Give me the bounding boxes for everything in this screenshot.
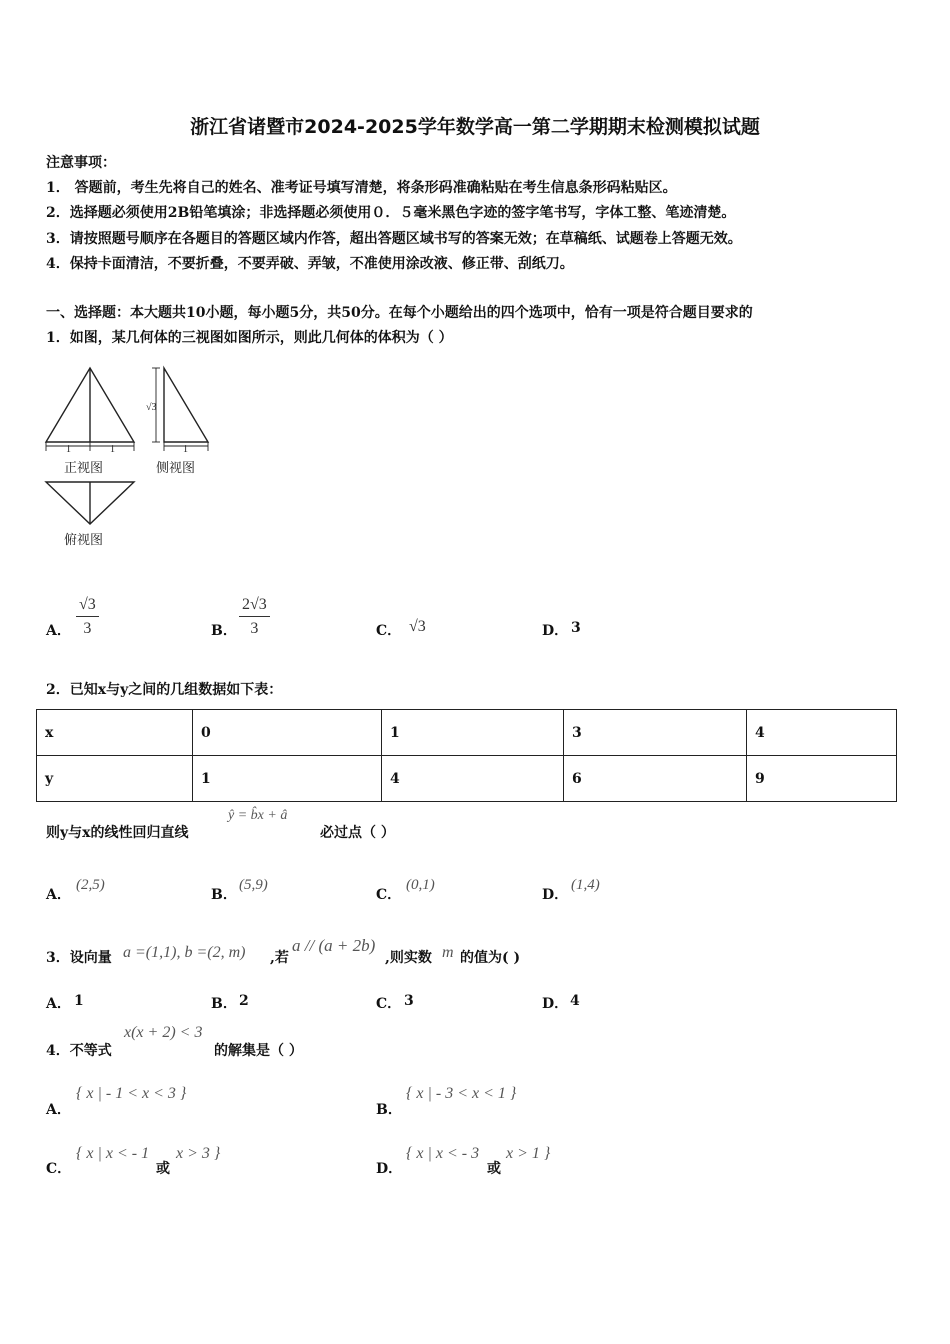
table-cell: x	[37, 710, 193, 756]
q3-condition: a // (a + 2b)	[292, 936, 376, 955]
q3-stem-pre: 3．设向量	[46, 950, 112, 966]
notice-item-2: 2．选择题必须使用2B铅笔填涂；非选择题必须使用０．５毫米黑色字迹的签字笔书写，字体工整、笔迹清楚。	[46, 205, 736, 221]
dim-label-height: √3	[146, 402, 157, 413]
question-1-stem: 1．如图，某几何体的三视图如图所示，则此几何体的体积为（ ）	[46, 330, 453, 346]
q3-option-b-value: 2	[239, 993, 249, 1009]
q2-follow-post: 必过点（ ）	[320, 825, 395, 841]
side-view-label: 侧视图	[156, 461, 196, 476]
q3-option-d-label: D．	[542, 996, 569, 1012]
q3-option-c-value: 3	[404, 993, 414, 1009]
q1-option-b-num: 2√3	[239, 596, 270, 617]
q2-option-c-label: C．	[376, 887, 402, 903]
q2-option-c-value: (0,1)	[406, 877, 435, 893]
q3-option-d-value: 4	[570, 993, 580, 1009]
notice-heading: 注意事项：	[46, 155, 116, 171]
q1-option-b-value	[239, 596, 270, 638]
q3-var: m	[442, 944, 454, 961]
q2-option-a-value: (2,5)	[76, 877, 105, 893]
three-view-figure	[38, 360, 223, 555]
q1-option-b-label: B．	[211, 623, 237, 639]
q2-option-b-label: B．	[211, 887, 237, 903]
table-row	[37, 756, 897, 802]
table-cell: 3	[564, 710, 747, 756]
table-cell: y	[37, 756, 193, 802]
data-table	[36, 709, 897, 802]
q4-option-d-or: 或	[487, 1161, 501, 1177]
q2-option-b-value: (5,9)	[239, 877, 268, 893]
q4-option-d-post: x > 1 }	[506, 1145, 551, 1162]
q2-regression-formula: ŷ = b̂x + â	[228, 808, 288, 823]
q4-option-d-label: D．	[376, 1161, 403, 1177]
q4-option-a-value: { x | - 1 < x < 3 }	[76, 1085, 187, 1102]
dim-label-1c: 1	[183, 444, 188, 455]
table-cell: 4	[382, 756, 564, 802]
front-view-label: 正视图	[64, 461, 104, 476]
dim-label-1a: 1	[66, 444, 71, 455]
question-2-stem: 2．已知x与y之间的几组数据如下表：	[46, 682, 283, 698]
q1-option-b-den: 3	[250, 620, 259, 637]
front-view	[46, 368, 134, 451]
q3-option-a-label: A．	[46, 996, 71, 1012]
q1-option-c-value: √3	[409, 618, 426, 635]
q4-option-c-pre: { x | x < - 1	[76, 1145, 150, 1162]
q1-option-d-value: 3	[571, 620, 581, 636]
q2-option-d-value: (1,4)	[571, 877, 600, 893]
page-title: 浙江省诸暨市2024-2025学年数学高一第二学期期末检测模拟试题	[190, 116, 760, 138]
q3-stem-post: ,则实数	[385, 950, 432, 966]
q4-option-b-value: { x | - 3 < x < 1 }	[406, 1085, 517, 1102]
q1-option-a-den: 3	[83, 620, 92, 637]
q4-option-b-label: B．	[376, 1102, 402, 1118]
q4-inequality: x(x + 2) < 3	[124, 1024, 203, 1041]
dim-label-1b: 1	[110, 444, 115, 455]
q3-option-b-label: B．	[211, 996, 237, 1012]
q1-option-c-label: C．	[376, 623, 402, 639]
q4-option-c-or: 或	[156, 1161, 170, 1177]
q2-follow-pre: 则y与x的线性回归直线	[46, 825, 189, 841]
q3-option-c-label: C．	[376, 996, 402, 1012]
q1-option-a-label: A．	[46, 623, 71, 639]
q4-option-c-label: C．	[46, 1161, 72, 1177]
q1-option-a-num: √3	[76, 596, 99, 617]
q4-stem-pre: 4．不等式	[46, 1043, 112, 1059]
q3-option-a-value: 1	[74, 993, 84, 1009]
section-heading: 一、选择题：本大题共10小题，每小题5分，共50分。在每个小题给出的四个选项中，恰有一项是符合题目要求的	[46, 305, 753, 321]
table-cell: 1	[382, 710, 564, 756]
q3-vectors: a =(1,1), b =(2, m)	[123, 944, 246, 961]
table-cell: 9	[747, 756, 897, 802]
notice-item-1: 1． 答题前，考生先将自己的姓名、准考证号填写清楚，将条形码准确粘贴在考生信息条形码粘贴区。	[46, 180, 677, 196]
q4-option-c-post: x > 3 }	[176, 1145, 221, 1162]
q1-option-d-label: D．	[542, 623, 569, 639]
q3-tail: 的值为( )	[460, 950, 521, 966]
notice-item-4: 4．保持卡面清洁，不要折叠，不要弄破、弄皱，不准使用涂改液、修正带、刮纸刀。	[46, 256, 574, 272]
side-view	[152, 368, 208, 451]
table-row	[37, 710, 897, 756]
q3-mid: ,若	[270, 950, 289, 966]
q4-stem-post: 的解集是（ ）	[214, 1043, 303, 1059]
table-cell: 0	[193, 710, 382, 756]
q1-option-a-value	[76, 596, 99, 638]
q2-option-a-label: A．	[46, 887, 71, 903]
q4-option-d-pre: { x | x < - 3	[406, 1145, 480, 1162]
table-cell: 6	[564, 756, 747, 802]
top-view-label: 俯视图	[64, 533, 104, 548]
q2-option-d-label: D．	[542, 887, 569, 903]
table-cell: 4	[747, 710, 897, 756]
notice-item-3: 3．请按照题号顺序在各题目的答题区域内作答，超出答题区域书写的答案无效；在草稿纸、试题卷上答题无效。	[46, 231, 742, 247]
top-view	[46, 482, 134, 524]
q4-option-a-label: A．	[46, 1102, 71, 1118]
table-cell: 1	[193, 756, 382, 802]
